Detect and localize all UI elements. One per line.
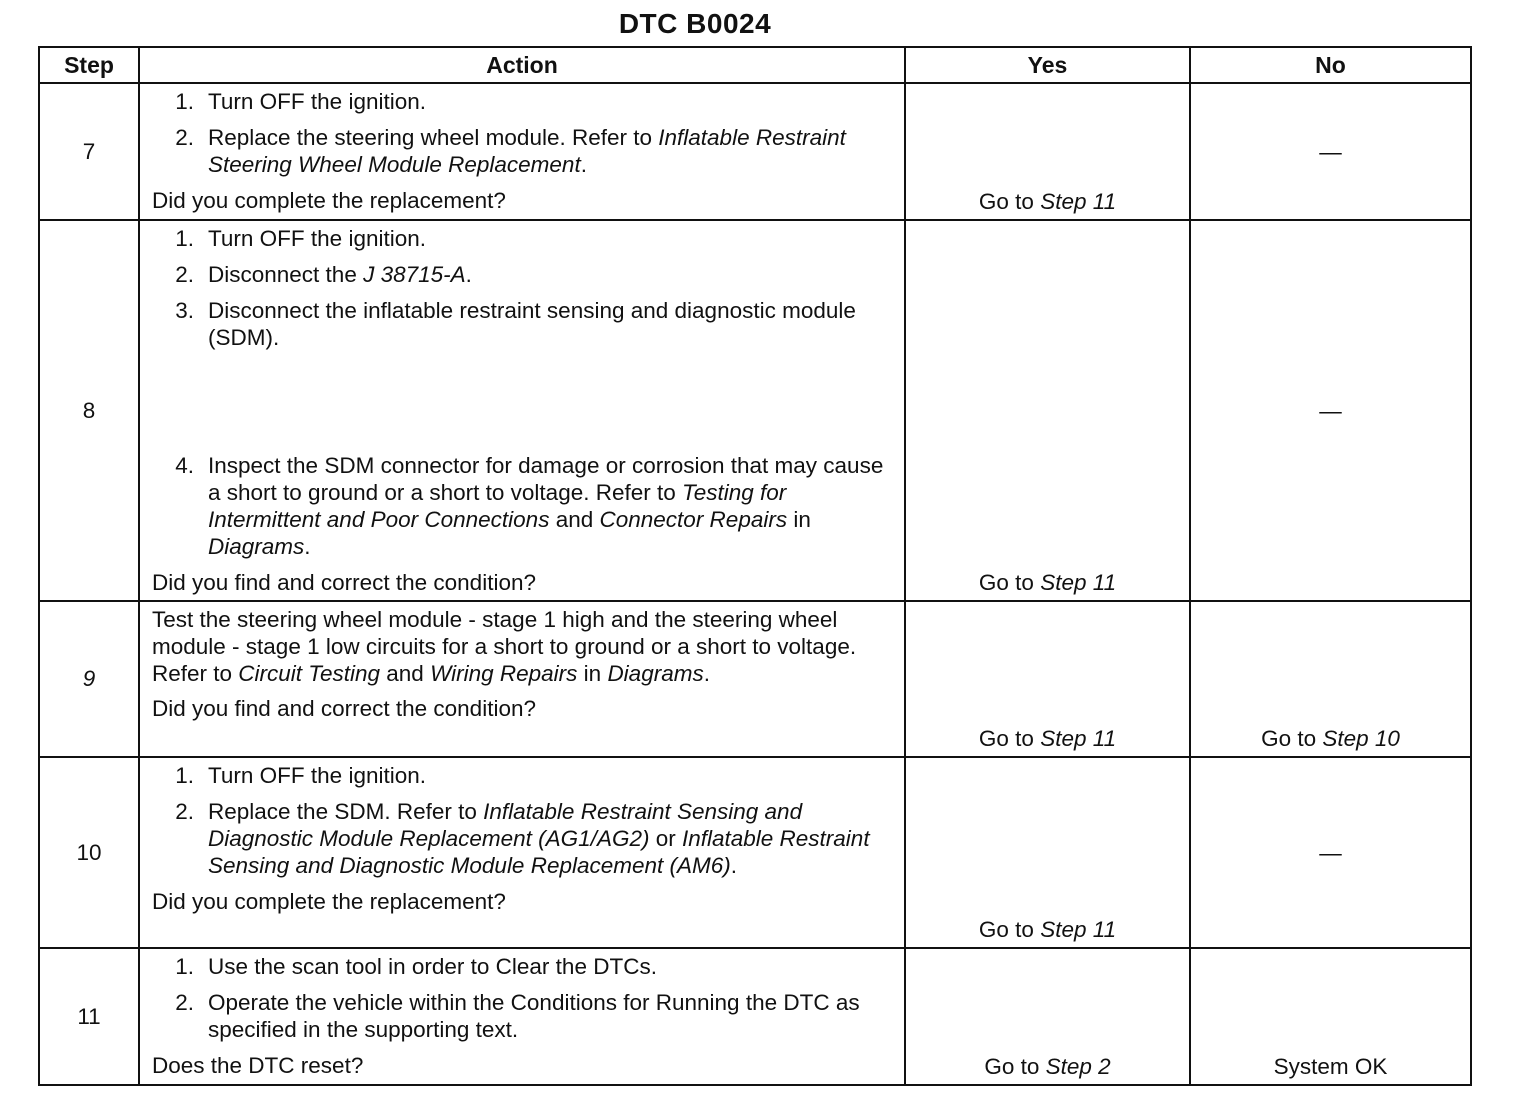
no-cell [1190,220,1471,601]
reference-link: Connector Repairs [599,507,788,532]
step-number: 8 [39,220,139,601]
table-row [39,220,1471,601]
question: Does the DTC reset? [152,1053,364,1078]
reference-link: Inflatable Restraint Sensing and Diagnostic Module Replacement (AM6) [208,826,870,878]
action-cell [139,601,905,757]
reference-link: Wiring Repairs [430,661,578,686]
no-cell: Go to Step 10 [1190,601,1471,757]
list-item: 2. Replace the SDM. Refer to Inflatable Restraint Sensing and Diagnostic Module Replacement (AG1/AG2) or Inflatable Restraint Sensing and Diagnostic Module Replacement (AM6). [175,799,870,878]
yes-cell: Go to Step 11 [905,601,1190,757]
yes-cell: Go to Step 11 [905,757,1190,948]
yes-cell: Go to Step 11 [905,83,1190,220]
page-title: DTC B0024 [618,8,772,39]
header-step: Step [39,47,139,83]
list-item: 2. Disconnect the J 38715-A. [175,262,472,287]
question: Did you find and correct the condition? [152,696,536,721]
list-item: 4. Inspect the SDM connector for damage or corrosion that may cause a short to ground or a short to voltage. Refer to Testing for Intermittent and Poor Connections and Connector Repairs in Diagrams. [175,453,884,559]
list-item: 1. Turn OFF the ignition. [175,226,427,251]
dash: — [1319,398,1342,423]
list-item: 3. Disconnect the inflatable restraint sensing and diagnostic module (SDM). [175,298,856,350]
list-item: 2. Operate the vehicle within the Conditions for Running the DTC as specified in the supporting text. [175,990,860,1042]
reference-link: J 38715-A [363,262,466,287]
list-item: 1. Turn OFF the ignition. [175,763,427,788]
table-row [39,757,1471,948]
step-number: 7 [39,83,139,220]
system-ok-text: System OK [1273,1054,1388,1079]
reference-link: Inflatable Restraint Sensing and Diagnostic Module Replacement (AG1/AG2) [208,799,803,851]
table-header-row [39,47,1471,83]
yes-cell: Go to Step 2 [905,948,1190,1085]
diagnostic-table [38,46,1472,1086]
action-cell [139,757,905,948]
action-cell [139,948,905,1085]
list-item: 2. Replace the steering wheel module. Refer to Inflatable Restraint Steering Wheel Module Replacement. [175,125,846,177]
dash: — [1319,840,1342,865]
step-number: 9 [39,601,139,757]
yes-cell: Go to Step 11 [905,220,1190,601]
dash: — [1319,139,1342,164]
table-row [39,948,1471,1085]
reference-link: Inflatable Restraint Steering Wheel Module Replacement [208,125,846,177]
table-row [39,601,1471,757]
question: Did you complete the replacement? [152,188,506,213]
list-item: 1. Turn OFF the ignition. [175,89,427,114]
action-cell [139,220,905,601]
no-cell [1190,948,1471,1085]
question: Did you complete the replacement? [152,889,506,914]
reference-link: Diagrams [208,534,305,559]
step-number: 10 [39,757,139,948]
no-cell [1190,757,1471,948]
question: Did you find and correct the condition? [152,570,536,595]
step-number: 11 [39,948,139,1085]
action-cell [139,83,905,220]
reference-link: Diagrams [607,661,704,686]
header-action: Action [139,47,905,83]
action-paragraph: Test the steering wheel module - stage 1 high and the steering wheel module - stage 1 low circuits for a short to ground or a short to voltage. Refer to Circuit Testing and Wiring Repairs in Diagrams. [152,607,857,686]
reference-link: Testing for Intermittent and Poor Connections [208,480,787,532]
table-row [39,83,1471,220]
header-yes: Yes [905,47,1190,83]
header-no: No [1190,47,1471,83]
blank-space [152,360,896,443]
no-cell [1190,83,1471,220]
reference-link: Circuit Testing [238,661,381,686]
list-item: 1. Use the scan tool in order to Clear the DTCs. [175,954,657,979]
